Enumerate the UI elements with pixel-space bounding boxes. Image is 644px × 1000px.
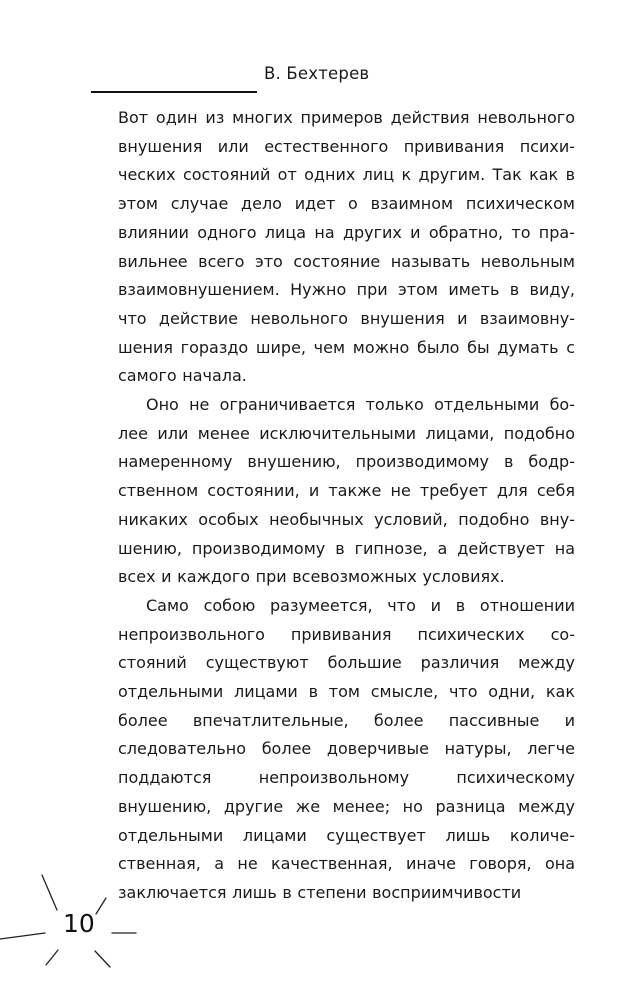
paragraph-3: Само собою разумеется, что и в отношении непроизвольного прививания психических состояний существуют большие различия между отдельными лицами в том смысле, что одни, как более впечатлительные, более пассивные и следовательно более доверчивые натуры, легче поддаются непроизвольному психическому внушению, другие же менее; но разница между отдельными лицами существует лишь количественная, а не качественная, иначе говоря, она заключается лишь в степени восприимчивости bbox=[118, 595, 575, 902]
paragraph-1: Вот один из многих примеров действия невольного внушения или естественного прививания психических состояний от одних лиц к другим. Так как в этом случае дело идет о взаимном психическом влиянии одного лица на других и обратно, то правильнее всего это состояние называть невольным взаимовнушением. Нужно при этом иметь в виду, что действие невольного внушения и взаимовнушения гораздо шире, чем можно было бы думать с самого начала. bbox=[118, 108, 575, 386]
body-text bbox=[118, 104, 575, 908]
paragraph-2: Оно не ограничивается только отдельными более или менее исключительными лицами, подобно намеренному внушению, производимому в бодрственном состоянии, и также не требует для себя никаких особых необычных условий, подобно внушению, производимому в гипнозе, а действует на всех и каждого при всевозможных условиях. bbox=[118, 395, 575, 587]
page-number: 10 bbox=[63, 909, 95, 938]
running-header-author: В. Бехтерев bbox=[264, 64, 370, 83]
header-rule bbox=[91, 91, 257, 93]
starburst-rays-icon bbox=[0, 850, 200, 1000]
